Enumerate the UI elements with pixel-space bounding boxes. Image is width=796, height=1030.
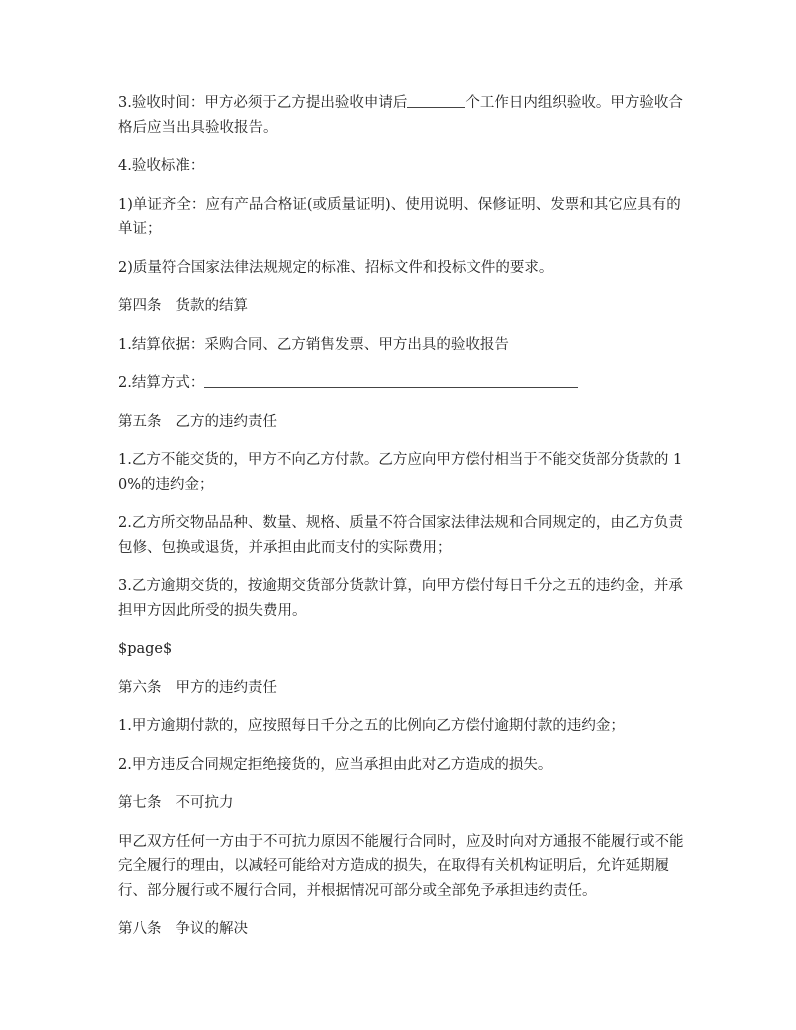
- buyer-breach-item-2: 2.甲方违反合同规定拒绝接货的，应当承担由此对乙方造成的损失。: [118, 756, 553, 773]
- article-5-heading: [118, 410, 684, 435]
- article-4-number: 第四条: [118, 298, 162, 314]
- page-marker: $page$: [118, 641, 173, 657]
- article-6-title: 甲方的违约责任: [175, 679, 277, 696]
- force-majeure-paragraph: 甲乙双方任何一方由于不可抗力原因不能履行合同时，应及时向对方通报不能履行或不能完全履行的理由，以减轻可能给对方造成的损失，在取得有关机构证明后，允许延期履行、部分履行或不履行合同，并根据情况可部分或全部免予承担违约责任。: [118, 833, 684, 899]
- article-5-title: 乙方的违约责任: [175, 413, 277, 430]
- supplier-breach-item-1: 1.乙方不能交货的，甲方不向乙方付款。乙方应向甲方偿付相当于不能交货部分货款的 10%的违约金；: [118, 452, 683, 493]
- document-body: [118, 91, 684, 956]
- days-blank: [407, 91, 465, 108]
- article-5-number: 第五条: [118, 413, 162, 430]
- article-6-number: 第六条: [118, 679, 162, 696]
- article-8-title: 争议的解决: [175, 921, 248, 937]
- article-8-number: 第八条: [118, 921, 162, 937]
- settlement-basis-item: 1.结算依据：采购合同、乙方销售发票、甲方出具的验收报告: [118, 336, 509, 353]
- supplier-breach-item-3: 3.乙方逾期交货的，按逾期交货部分货款计算，向甲方偿付每日千分之五的违约金，并承担甲方因此所受的损失费用。: [118, 578, 683, 619]
- quality-standard-item: 2)质量符合国家法律法规规定的标准、招标文件和投标文件的要求。: [118, 259, 554, 276]
- acceptance-time-paragraph: 3.验收时间：甲方必须于乙方提出验收申请后 个工作日内组织验收。甲方验收合格后应当出具验收报告。: [118, 91, 684, 140]
- article-7-heading: [118, 791, 684, 816]
- acceptance-standard-heading: 4.验收标准：: [118, 158, 205, 174]
- buyer-breach-item-1: 1.甲方逾期付款的，应按照每日千分之五的比例向乙方偿付逾期付款的违约金；: [118, 718, 625, 734]
- article-4-heading: [118, 294, 684, 319]
- settlement-method-blank: [204, 371, 578, 388]
- article-7-number: 第七条: [118, 795, 162, 811]
- article-4-title: 货款的结算: [175, 298, 248, 314]
- article-6-heading: [118, 676, 684, 701]
- article-7-title: 不可抗力: [175, 795, 234, 811]
- article-8-heading: [118, 917, 684, 942]
- documents-complete-item: 1)单证齐全：应有产品合格证(或质量证明)、使用说明、保修证明、发票和其它应具有的单证；: [118, 196, 681, 237]
- settlement-method-item: 2.结算方式：: [118, 371, 684, 396]
- supplier-breach-item-2: 2.乙方所交物品品种、数量、规格、质量不符合国家法律法规和合同规定的，由乙方负责包修、包换或退货，并承担由此而支付的实际费用；: [118, 515, 683, 556]
